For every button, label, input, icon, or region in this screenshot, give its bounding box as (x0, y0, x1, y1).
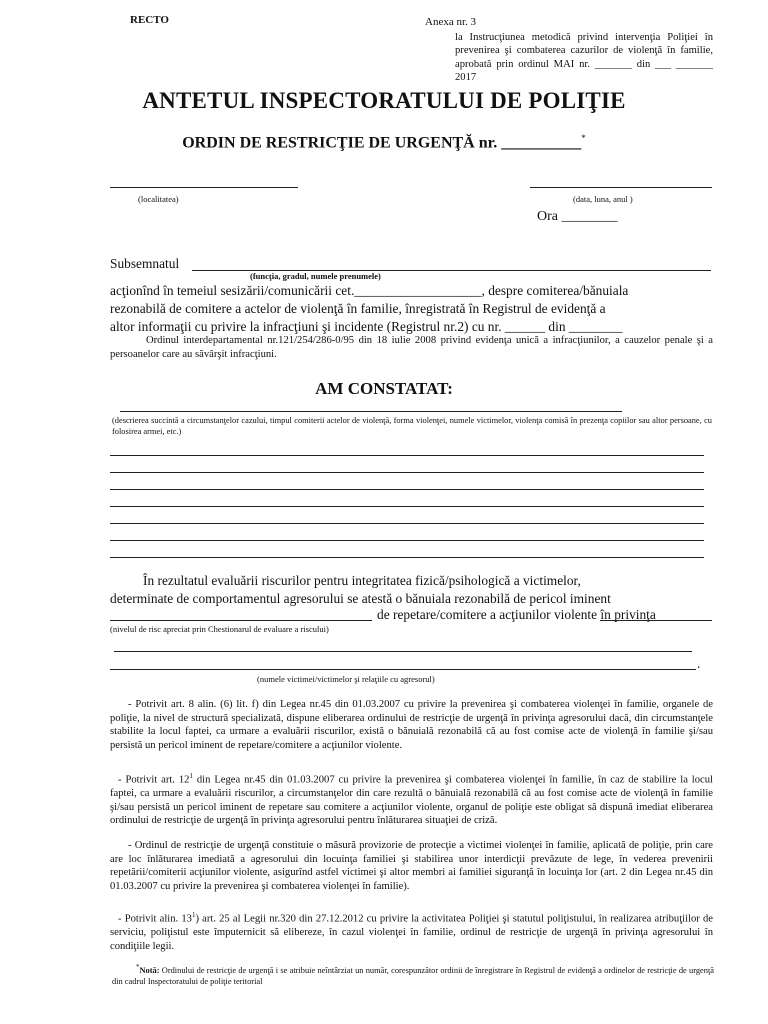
ordin-title (0, 133, 768, 152)
nota-label: Notă: (139, 965, 160, 975)
nota-footnote (112, 962, 714, 987)
victime-line-1[interactable] (114, 651, 692, 652)
ordin-footnote-mark: * (581, 133, 586, 143)
localitatea-field-line[interactable] (110, 187, 298, 188)
legal-paragraph-art12-rest: din Legea nr.45 din 01.03.2007 cu privire la prevenirea şi combaterea violenţei în familie, în caz de stabilire la locul faptei, ca urmare a evaluării riscurilor, a circumstanţelor din care rezultă o bănuială rezonabilă că au fost comise acte de violenţă în familie şi/sau persistă un pericol iminent de repetare sau comitere a acţiunilor violente, organul de poliţie este obligat să dispună imediat eliberarea ordinului de restricţie de urgenţă în privinţa agresorului pentru înlăturarea situaţiei de criză. (110, 774, 713, 827)
nota-mark: * (136, 963, 140, 971)
ordin-interdepartamental-text: Ordinul interdepartamental nr.121/254/286-0/95 din 18 iulie 2008 privind evidenţa unică a infracţiunilor, a cauzelor penale şi a persoanelor care au săvârşit infracţiuni. (110, 335, 713, 360)
victime-period: . (697, 656, 701, 671)
recto-label: RECTO (130, 14, 169, 26)
evaluare-line-1: În rezultatul evaluării riscurilor pentru integritatea fizică/psihologică a victimelor, (143, 573, 581, 588)
localitatea-caption: (localitatea) (138, 194, 179, 204)
anexa-label: Anexa nr. 3 (425, 16, 477, 28)
legal-paragraph-legea-320-sup: 1 (191, 911, 196, 919)
legal-paragraph-art12-start: - Potrivit art. 12 (118, 774, 190, 786)
evaluare-line-3: de repetare/comitere a acţiunilor violente în privinţa (377, 607, 656, 622)
constatat-line-5[interactable] (110, 523, 704, 524)
subsemnatul-label: Subsemnatul (110, 256, 180, 271)
risc-field-line[interactable] (110, 620, 372, 621)
legal-paragraph-art12 (110, 770, 713, 828)
victime-line-2[interactable] (110, 669, 696, 670)
privinta-field-line[interactable] (600, 620, 712, 621)
subsemnatul-caption: (funcţia, gradul, numele prenumele) (250, 271, 381, 281)
ora-label: Ora ________ (537, 209, 618, 224)
nota-text: Ordinului de restricţie de urgenţă i se atribuie neîntârziat un număr, corespunzător ordinii de înregistrare în Registrul de evidenţă a ordinelor de restricţie de urgenţă din cadrul Inspectoratului de poliţie teritorial (112, 965, 714, 986)
constatat-line-1[interactable] (110, 455, 704, 456)
legal-paragraph-legea-320-rest: ) art. 25 al Legii nr.320 din 27.12.2012 cu privire la activitatea Poliţiei şi statutul poliţistului, în realizarea atribuţiilor de serviciu, poliţistul este împuternicit să elibereze, în cazul violenţei în familie, ordinul de restricţie de urgenţă în privinţa agresorului în condiţiile legii. (110, 913, 713, 952)
instructiune-reference: la Instrucţiunea metodică privind intervenţia Poliţiei în prevenirea şi combaterea cazurilor de violenţă în familie, aprobată prin ordinul MAI nr. _______ din ___ _______ 2017 (455, 32, 713, 84)
victime-caption: (numele victimei/victimelor şi relaţiile cu agresorul) (257, 674, 435, 684)
constatat-line-4[interactable] (110, 506, 704, 507)
data-caption: (data, luna, anul ) (573, 194, 633, 204)
constatat-line-6[interactable] (110, 540, 704, 541)
constatat-top-line[interactable] (120, 411, 622, 412)
sesizare-line-2: rezonabilă de comitere a actelor de violenţă în familie, înregistrată în Registrul de evidenţă a (110, 301, 606, 316)
legal-paragraph-legea-320-start: - Potrivit alin. 13 (118, 913, 192, 925)
antet-title: ANTETUL INSPECTORATULUI DE POLIŢIE (142, 88, 626, 113)
sesizare-line-3: altor informaţii cu privire la infracţiuni şi incidente (Registrul nr.2) cu nr. ______ din ________ (110, 319, 623, 334)
data-field-line[interactable] (530, 187, 712, 188)
legal-paragraph-ordin-definitie: - Ordinul de restricţie de urgenţă constituie o măsură provizorie de protecţie a victimei violenţei în familie, aplicată de poliţie, prin care are loc înlăturarea imediată a agresorului din locuinţa familiei şi stabilirea unor interdicţii prevăzute de lege, în vederea prevenirii repetării/comiterii acţiunilor violente, asigurînd astfel victimei şi altor membri ai familiei siguranţă în locuinţa lor (art. 2 din Legea nr.45 din 01.03.2007 cu privire la prevenirea şi combaterea violenţei în familie). (110, 840, 713, 892)
constatat-line-2[interactable] (110, 472, 704, 473)
legal-paragraph-art12-sup: 1 (189, 772, 193, 780)
legal-paragraph-art8: - Potrivit art. 8 alin. (6) lit. f) din Legea nr.45 din 01.03.2007 cu privire la prevenirea şi combaterea violenţei în familie, organele de poliţie, la nivel de structură specializată, dispune eliberarea ordinului de restricţie de urgenţă în privinţa agresorului dacă, din circumstanţele stabilite la locul faptei, ca urmare a evaluării riscurilor, există o bănuială rezonabilă că au fost comise acte de violenţă în familie şi/sau persistă un pericol iminent de repetare/comitere a acţiunilor violente. (110, 699, 713, 751)
legal-paragraph-legea-320 (110, 909, 713, 953)
constatat-line-3[interactable] (110, 489, 704, 490)
am-constatat-heading: AM CONSTATAT: (315, 379, 453, 398)
sesizare-line-1: acţionînd în temeiul sesizării/comunicării cet.___________________, despre comiterea/bănuiala (110, 283, 629, 298)
ordin-title-text: ORDIN DE RESTRICŢIE DE URGENŢĂ nr. __________ (182, 134, 582, 152)
constatat-description: (descrierea succintă a circumstanţelor cazului, timpul comiterii actelor de violenţă, forma violenţei, numele victimelor, violenţa comisă în prezenţa copiilor sau altor persoane, cu folosirea armei, etc.) (112, 416, 712, 436)
constatat-line-7[interactable] (110, 557, 704, 558)
risc-caption: (nivelul de risc apreciat prin Chestionarul de evaluare a riscului) (110, 624, 329, 634)
evaluare-line-2: determinate de comportamentul agresorului se atestă o bănuiala rezonabilă de pericol iminent (110, 591, 611, 606)
